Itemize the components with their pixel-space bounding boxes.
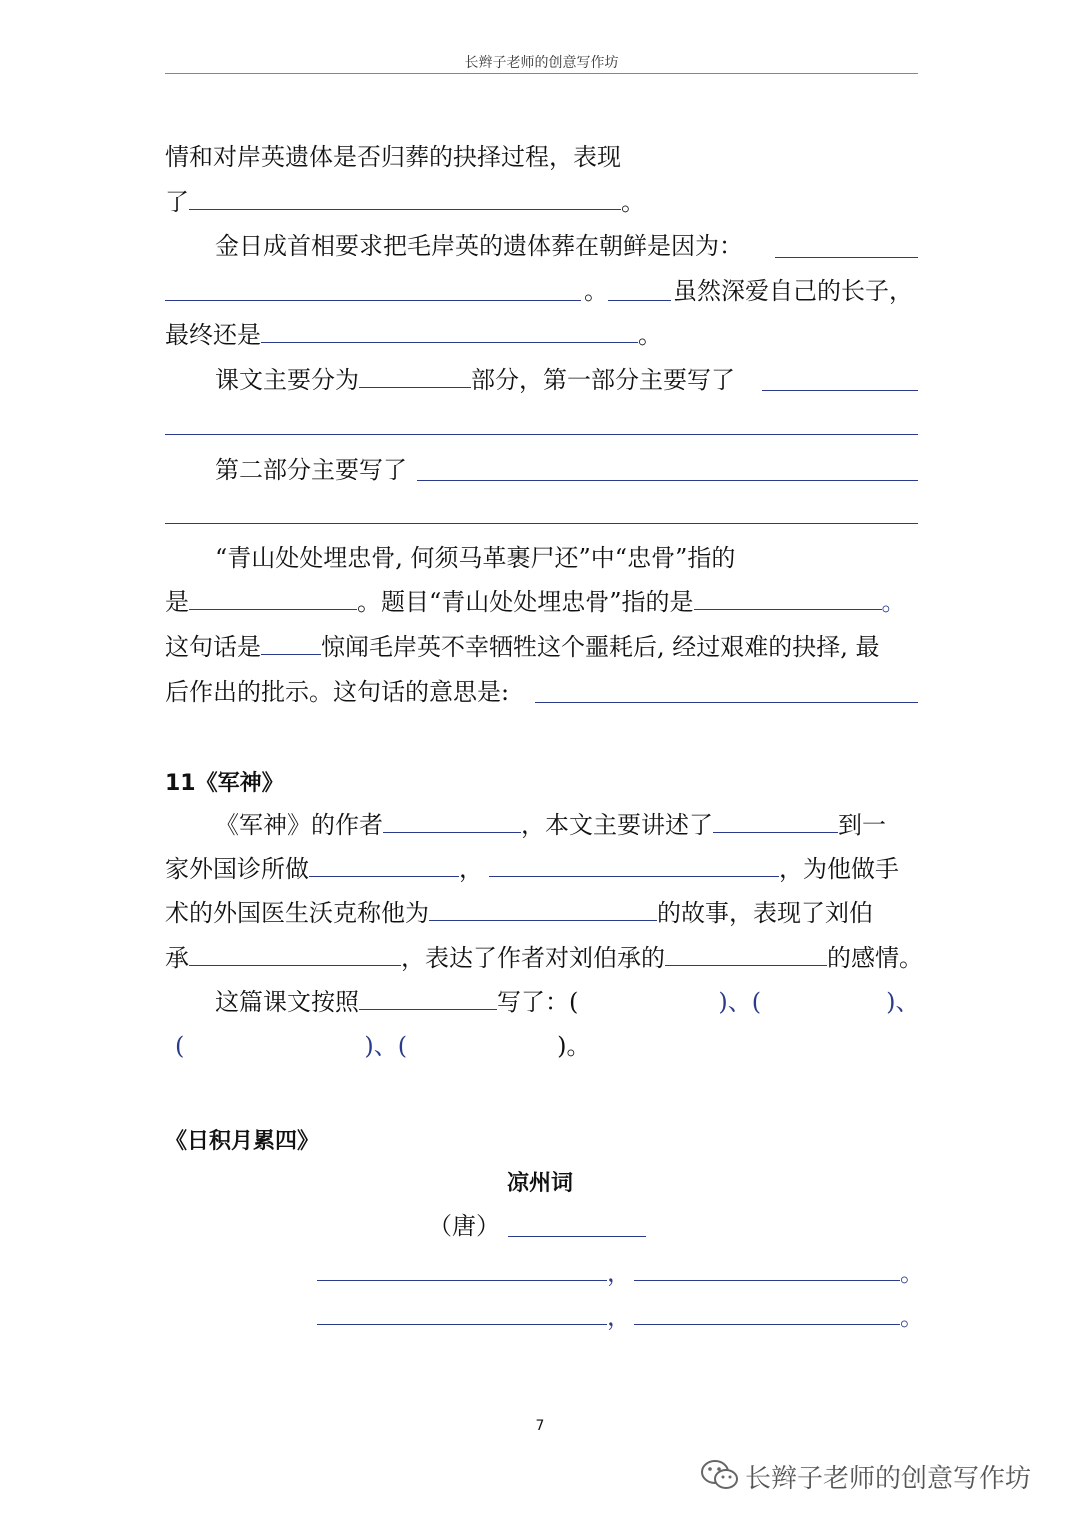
- text-line: [165, 898, 873, 928]
- fill-blank[interactable]: [317, 1324, 607, 1325]
- text-fragment: )、(: [718, 988, 762, 1016]
- text-fragment: 写了：(: [497, 988, 579, 1016]
- fill-blank[interactable]: [429, 898, 657, 921]
- text-line: [175, 1031, 590, 1061]
- text-line: [165, 587, 906, 617]
- text-line: [165, 187, 645, 217]
- text-fragment: 。: [900, 1303, 924, 1331]
- fill-blank[interactable]: [165, 434, 918, 435]
- fill-blank[interactable]: [165, 300, 581, 301]
- text-fragment: 。题目“青山处处埋忠骨”指的是: [357, 588, 694, 616]
- fill-blank[interactable]: [359, 987, 497, 1010]
- text-fragment: 这篇课文按照: [215, 988, 359, 1016]
- fill-blank[interactable]: [762, 390, 918, 391]
- text-fragment: 金日成首相要求把毛岸英的遗体葬在朝鲜是因为：: [215, 232, 743, 260]
- fill-blank[interactable]: [713, 810, 838, 833]
- fill-blank[interactable]: [634, 1280, 900, 1281]
- text-fragment: 了: [165, 188, 189, 216]
- fill-blank[interactable]: [665, 943, 827, 966]
- text-fragment: 家外国诊所做: [165, 855, 309, 883]
- text-fragment: 后作出的批示。这句话的意思是:: [165, 678, 510, 706]
- text-fragment: (: [175, 1032, 185, 1060]
- text-fragment: 部分，第一部分主要写了: [471, 366, 735, 394]
- text-fragment: ，表达了作者对刘伯承的: [401, 944, 665, 972]
- wechat-icon: [700, 1458, 740, 1492]
- text-fragment: 承: [165, 944, 189, 972]
- text-line: [215, 987, 919, 1017]
- text-fragment: )。: [557, 1032, 591, 1060]
- text-fragment: 。: [900, 1259, 924, 1287]
- text-fragment: 。: [881, 588, 906, 616]
- fill-blank[interactable]: [165, 523, 918, 524]
- text-fragment: 虽然深爱自己的长子，: [673, 277, 913, 305]
- fill-blank[interactable]: [383, 810, 521, 833]
- fill-blank[interactable]: [608, 300, 671, 301]
- fill-blank[interactable]: [189, 587, 357, 610]
- poem-title: 凉州词: [506, 1171, 573, 1196]
- fill-blank[interactable]: [189, 187, 621, 210]
- text-fragment: )、(: [364, 1032, 408, 1060]
- fill-blank[interactable]: [417, 480, 918, 481]
- poem-dynasty: （唐）: [428, 1212, 500, 1240]
- page-number: 7: [535, 1418, 545, 1434]
- text-fragment: 术的外国医生沃克称他为: [165, 899, 429, 927]
- fill-blank[interactable]: [317, 1280, 607, 1281]
- text-line: [165, 320, 662, 350]
- text-line: [215, 365, 735, 395]
- text-line: [165, 943, 923, 973]
- text-fragment: 是: [165, 588, 189, 616]
- fill-blank[interactable]: [261, 632, 321, 655]
- text-fragment: ，: [459, 855, 483, 883]
- fill-blank[interactable]: [309, 854, 459, 877]
- fill-blank[interactable]: [775, 257, 918, 258]
- fill-blank[interactable]: [694, 587, 882, 610]
- fill-blank[interactable]: [261, 320, 638, 343]
- text-fragment: 课文主要分为: [215, 366, 359, 394]
- fill-blank[interactable]: [489, 854, 779, 877]
- text-fragment: 第二部分主要写了: [215, 456, 407, 484]
- fill-blank[interactable]: [189, 943, 401, 966]
- section-heading: 11《军神》: [165, 771, 284, 796]
- text-line: [165, 854, 899, 884]
- page-header: 长辫子老师的创意写作坊: [464, 55, 619, 71]
- text-fragment: 最终还是: [165, 321, 261, 349]
- text-line: 情和对岸英遗体是否归葬的抉择过程，表现: [165, 143, 621, 171]
- text-fragment: ，本文主要讲述了: [521, 811, 713, 839]
- text-fragment: 到一: [838, 811, 886, 839]
- text-fragment: ，为他做手: [779, 855, 899, 883]
- text-fragment: ，: [607, 1303, 631, 1331]
- text-fragment: 。: [584, 277, 608, 305]
- fill-blank[interactable]: [359, 365, 471, 388]
- text-fragment: 的感情。: [827, 944, 923, 972]
- text-fragment: 。: [621, 188, 645, 216]
- text-line: [215, 810, 886, 840]
- text-fragment: )、: [886, 988, 920, 1016]
- text-fragment: 这句话是: [165, 633, 261, 661]
- text-fragment: 惊闻毛岸英不幸牺牲这个噩耗后, 经过艰难的抉择, 最: [321, 633, 880, 661]
- header-rule: [165, 73, 918, 74]
- fill-blank[interactable]: [508, 1236, 646, 1237]
- fill-blank[interactable]: [634, 1324, 900, 1325]
- text-fragment: 《军神》的作者: [215, 811, 383, 839]
- text-fragment: 。: [638, 321, 662, 349]
- text-line: [215, 231, 743, 261]
- section-heading: 《日积月累四》: [165, 1129, 320, 1154]
- text-line: “青山处处埋忠骨, 何须马革裹尸还”中“忠骨”指的: [215, 544, 736, 572]
- text-fragment: 的故事，表现了刘伯: [657, 899, 873, 927]
- text-line: [165, 632, 880, 662]
- fill-blank[interactable]: [535, 702, 918, 703]
- text-fragment: ，: [607, 1259, 631, 1287]
- watermark-text: 长辫子老师的创意写作坊: [745, 1464, 1032, 1494]
